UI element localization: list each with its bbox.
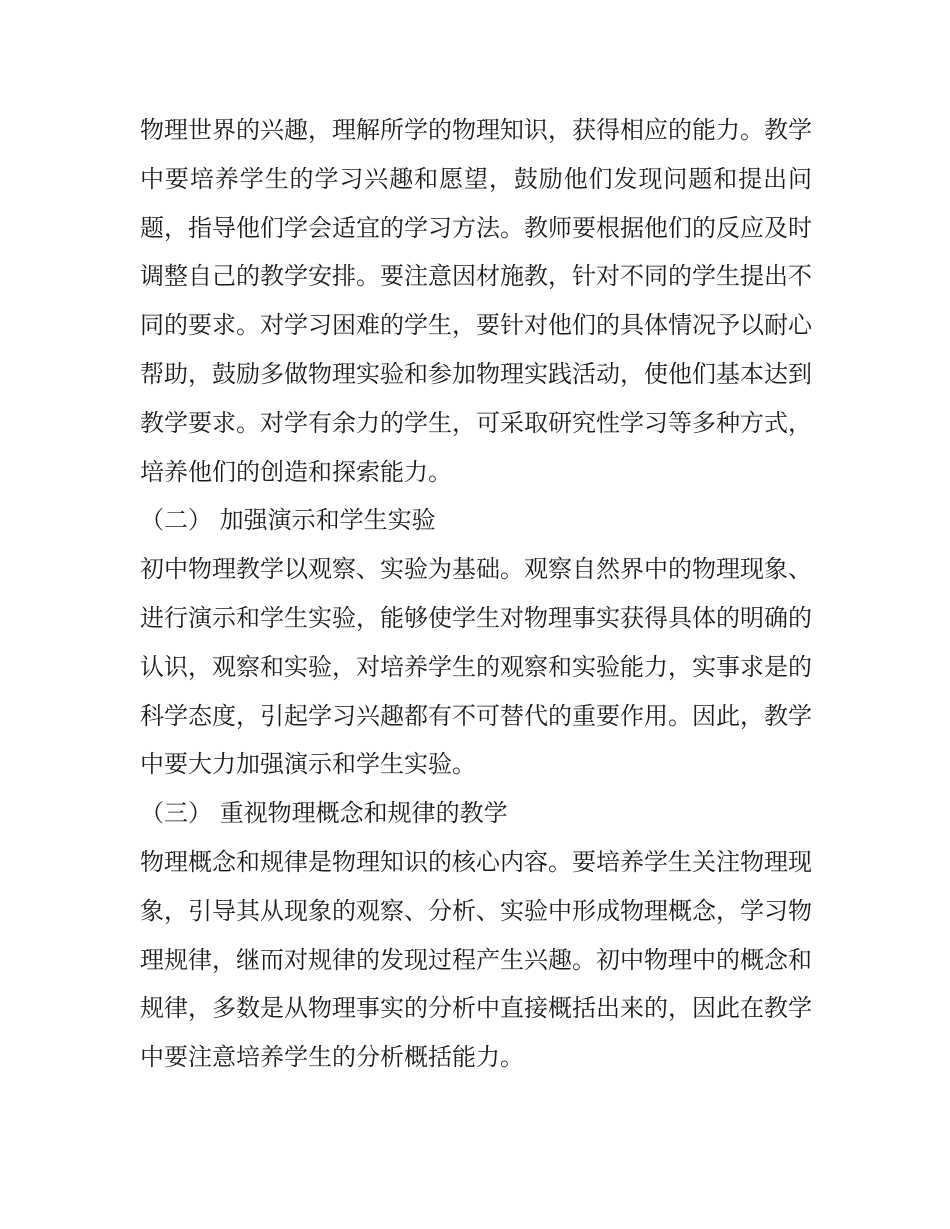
section-heading-experiments: （二） 加强演示和学生实验: [140, 506, 436, 535]
paragraph-student-interest: 物理世界的兴趣，理解所学的物理知识，获得相应的能力。教学中要培养学生的学习兴趣和愿望，鼓励他们发现问题和提出问题，指导他们学会适宜的学习方法。教师要根据他们的反应及时调整自己的教学安排。要注意因材施教，针对不同的学生提出不同的要求。对学习困难的学生，要针对他们的具体情况予以耐心帮助，鼓励多做物理实验和参加物理实践活动，使他们基本达到教学要求。对学有余力的学生，可采取研究性学习等多种方式，培养他们的创造和探索能力。: [140, 116, 812, 486]
document-body: [140, 106, 812, 1082]
section-heading-concepts: （三） 重视物理概念和规律的教学: [140, 799, 508, 828]
paragraph-concepts: 物理概念和规律是物理知识的核心内容。要培养学生关注物理现象，引导其从现象的观察、分析、实验中形成物理概念，学习物理规律，继而对规律的发现过程产生兴趣。初中物理中的概念和规律，多数是从物理事实的分析中直接概括出来的，因此在教学中要注意培养学生的分析概括能力。: [140, 847, 812, 1072]
paragraph-experiments: 初中物理教学以观察、实验为基础。观察自然界中的物理现象、进行演示和学生实验，能够使学生对物理事实获得具体的明确的认识，观察和实验，对培养学生的观察和实验能力，实事求是的科学态度，引起学习兴趣都有不可替代的重要作用。因此，教学中要大力加强演示和学生实验。: [140, 555, 812, 779]
